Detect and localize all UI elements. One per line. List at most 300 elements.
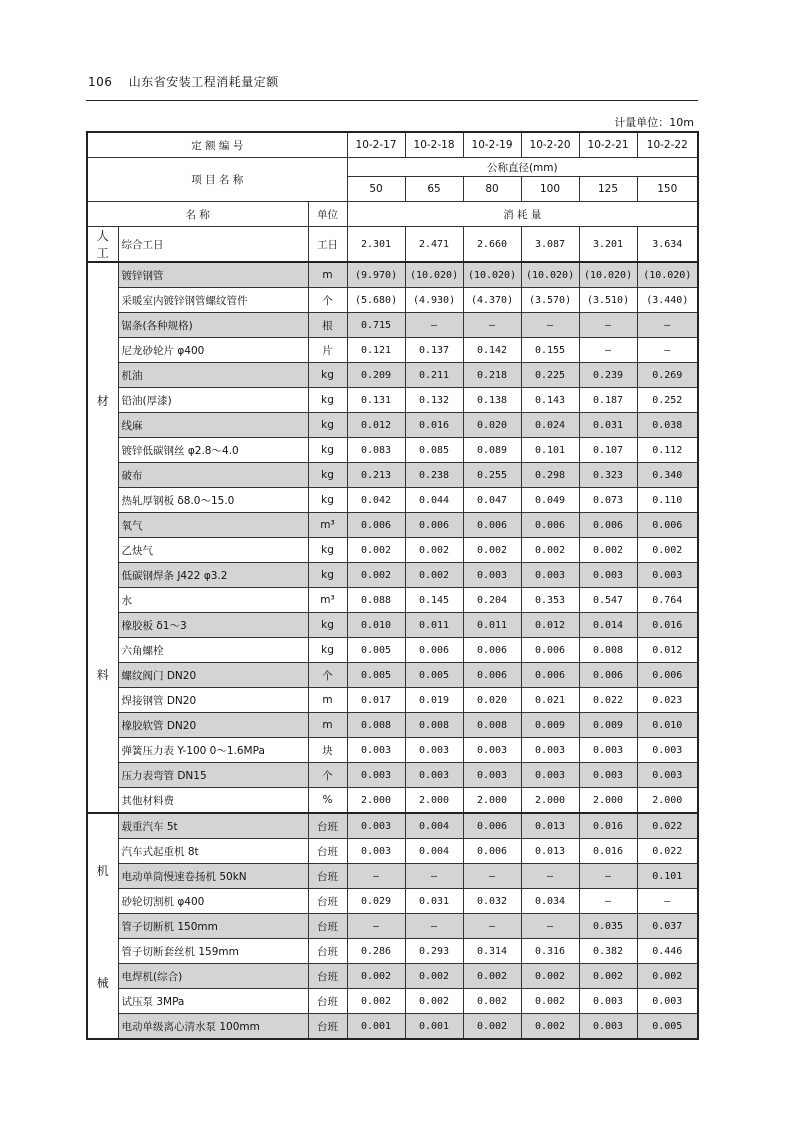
value-cell: — — [463, 864, 521, 889]
value-cell: 0.006 — [463, 513, 521, 538]
value-cell: 0.003 — [637, 763, 698, 788]
value-cell: 2.000 — [521, 788, 579, 814]
item-name-label: 项 目 名 称 — [87, 158, 347, 202]
item-name: 采暖室内镀锌钢管螺纹管件 — [118, 288, 308, 313]
table-row — [87, 613, 698, 638]
value-cell: 2.301 — [347, 227, 405, 263]
value-cell: 2.000 — [405, 788, 463, 814]
item-name: 六角螺栓 — [118, 638, 308, 663]
value-cell: 0.083 — [347, 438, 405, 463]
item-unit: kg — [308, 538, 347, 563]
item-unit: 片 — [308, 338, 347, 363]
header-rule — [86, 100, 698, 101]
item-name: 螺纹阀门 DN20 — [118, 663, 308, 688]
value-cell: (4.930) — [405, 288, 463, 313]
value-cell: 0.145 — [405, 588, 463, 613]
value-cell: 0.002 — [463, 989, 521, 1014]
value-cell: 0.131 — [347, 388, 405, 413]
value-cell: 0.038 — [637, 413, 698, 438]
value-cell: 0.003 — [347, 839, 405, 864]
value-cell: 0.020 — [463, 413, 521, 438]
table-row — [87, 313, 698, 338]
item-name: 综合工日 — [118, 227, 308, 263]
page-header — [88, 73, 279, 90]
value-cell: 0.209 — [347, 363, 405, 388]
value-cell: 0.353 — [521, 588, 579, 613]
item-unit: 台班 — [308, 914, 347, 939]
item-name: 机油 — [118, 363, 308, 388]
table-row — [87, 939, 698, 964]
value-cell: — — [463, 313, 521, 338]
value-cell: 0.022 — [637, 813, 698, 839]
value-cell: 0.101 — [521, 438, 579, 463]
table-row — [87, 413, 698, 438]
value-cell: 2.000 — [579, 788, 637, 814]
value-cell: 0.001 — [405, 1014, 463, 1040]
value-cell: 0.218 — [463, 363, 521, 388]
item-unit: m³ — [308, 513, 347, 538]
nominal-dia-label: 公称直径(mm) — [347, 158, 698, 177]
value-cell: 0.002 — [347, 563, 405, 588]
value-cell: — — [637, 889, 698, 914]
book-title: 山东省安装工程消耗量定额 — [128, 75, 279, 89]
item-unit: 个 — [308, 288, 347, 313]
item-unit: kg — [308, 438, 347, 463]
value-cell: — — [347, 914, 405, 939]
item-unit: kg — [308, 413, 347, 438]
item-name: 水 — [118, 588, 308, 613]
value-cell: 0.298 — [521, 463, 579, 488]
item-unit: m — [308, 713, 347, 738]
value-cell: 0.003 — [463, 563, 521, 588]
code-cell: 10-2-18 — [405, 132, 463, 158]
item-name: 乙炔气 — [118, 538, 308, 563]
item-unit: 台班 — [308, 1014, 347, 1040]
value-cell: 0.004 — [405, 839, 463, 864]
value-cell: 0.044 — [405, 488, 463, 513]
value-cell: — — [521, 864, 579, 889]
table-row — [87, 688, 698, 713]
value-cell: 0.003 — [463, 763, 521, 788]
value-cell: 0.003 — [637, 738, 698, 763]
item-name: 热轧厚钢板 δ8.0～15.0 — [118, 488, 308, 513]
diameter-cell: 65 — [405, 177, 463, 202]
value-cell: 0.238 — [405, 463, 463, 488]
value-cell: 2.471 — [405, 227, 463, 263]
category-cell — [87, 227, 118, 263]
diameter-cell: 125 — [579, 177, 637, 202]
value-cell: 0.225 — [521, 363, 579, 388]
item-unit: kg — [308, 363, 347, 388]
item-unit: 工日 — [308, 227, 347, 263]
value-cell: 0.002 — [405, 538, 463, 563]
value-cell: 0.005 — [347, 663, 405, 688]
value-cell: 0.006 — [637, 663, 698, 688]
value-cell: — — [347, 864, 405, 889]
value-cell: 0.003 — [405, 763, 463, 788]
item-name: 电动单筒慢速卷扬机 50kN — [118, 864, 308, 889]
item-name: 其他材料费 — [118, 788, 308, 814]
value-cell: — — [405, 914, 463, 939]
table-row — [87, 813, 698, 839]
item-name: 线麻 — [118, 413, 308, 438]
value-cell: 0.006 — [521, 513, 579, 538]
value-cell: 0.446 — [637, 939, 698, 964]
value-cell: 0.204 — [463, 588, 521, 613]
value-cell: 0.003 — [347, 738, 405, 763]
value-cell: 0.020 — [463, 688, 521, 713]
value-cell: 0.340 — [637, 463, 698, 488]
code-cell: 10-2-22 — [637, 132, 698, 158]
value-cell: 0.073 — [579, 488, 637, 513]
page-number: 106 — [88, 75, 113, 89]
value-cell: 0.002 — [347, 538, 405, 563]
value-cell: 0.008 — [347, 713, 405, 738]
value-cell: 0.085 — [405, 438, 463, 463]
value-cell: 0.002 — [405, 964, 463, 989]
value-cell: 0.382 — [579, 939, 637, 964]
value-cell: 0.006 — [579, 663, 637, 688]
unit-note: 计量单位：10m — [614, 116, 694, 129]
value-cell: — — [405, 313, 463, 338]
value-cell: 2.000 — [637, 788, 698, 814]
diameter-cell: 150 — [637, 177, 698, 202]
value-cell: 0.006 — [579, 513, 637, 538]
table-row — [87, 388, 698, 413]
item-name: 试压泵 3MPa — [118, 989, 308, 1014]
value-cell: 0.003 — [579, 738, 637, 763]
value-cell: 0.006 — [405, 513, 463, 538]
value-cell: — — [405, 864, 463, 889]
value-cell: 0.211 — [405, 363, 463, 388]
value-cell: 0.021 — [521, 688, 579, 713]
item-name: 铅油(厚漆) — [118, 388, 308, 413]
item-name: 尼龙砂轮片 φ400 — [118, 338, 308, 363]
value-cell: 0.002 — [521, 989, 579, 1014]
value-cell: (3.570) — [521, 288, 579, 313]
table-row — [87, 563, 698, 588]
item-unit: 台班 — [308, 889, 347, 914]
value-cell: 0.002 — [463, 538, 521, 563]
quota-table — [86, 131, 699, 1040]
diameter-cell: 50 — [347, 177, 405, 202]
unit-label: 单位 — [308, 202, 347, 227]
value-cell: 0.003 — [579, 563, 637, 588]
code-cell: 10-2-17 — [347, 132, 405, 158]
value-cell: (10.020) — [579, 262, 637, 288]
table-row — [87, 363, 698, 388]
value-cell: 0.006 — [347, 513, 405, 538]
item-unit: m³ — [308, 588, 347, 613]
category-char: 机 — [96, 863, 109, 878]
value-cell: 0.002 — [637, 538, 698, 563]
value-cell: 0.012 — [521, 613, 579, 638]
value-cell: 0.031 — [579, 413, 637, 438]
item-name: 破布 — [118, 463, 308, 488]
value-cell: 0.010 — [347, 613, 405, 638]
value-cell: 2.000 — [347, 788, 405, 814]
value-cell: 0.089 — [463, 438, 521, 463]
value-cell: 0.286 — [347, 939, 405, 964]
value-cell: 0.003 — [463, 738, 521, 763]
value-cell: — — [521, 313, 579, 338]
value-cell: 2.660 — [463, 227, 521, 263]
value-cell: 0.213 — [347, 463, 405, 488]
table-row — [87, 713, 698, 738]
value-cell: 0.088 — [347, 588, 405, 613]
item-unit: 台班 — [308, 864, 347, 889]
value-cell: 0.008 — [579, 638, 637, 663]
value-cell: 0.006 — [637, 513, 698, 538]
category-char: 械 — [96, 975, 109, 990]
category-char: 料 — [96, 668, 109, 683]
table-row — [87, 738, 698, 763]
value-cell: 0.005 — [347, 638, 405, 663]
value-cell: 0.764 — [637, 588, 698, 613]
item-unit: 根 — [308, 313, 347, 338]
column-header-row — [87, 202, 698, 227]
table-row — [87, 989, 698, 1014]
value-cell: 0.715 — [347, 313, 405, 338]
item-unit: kg — [308, 488, 347, 513]
value-cell: 0.547 — [579, 588, 637, 613]
item-name: 橡胶软管 DN20 — [118, 713, 308, 738]
value-cell: 0.017 — [347, 688, 405, 713]
value-cell: 0.032 — [463, 889, 521, 914]
item-name: 砂轮切割机 φ400 — [118, 889, 308, 914]
value-cell: 3.634 — [637, 227, 698, 263]
table-row — [87, 663, 698, 688]
value-cell: 0.003 — [579, 1014, 637, 1040]
table-row — [87, 588, 698, 613]
value-cell: — — [637, 313, 698, 338]
value-cell: 0.009 — [521, 713, 579, 738]
item-name: 管子切断机 150mm — [118, 914, 308, 939]
value-cell: 0.006 — [521, 638, 579, 663]
item-unit: kg — [308, 638, 347, 663]
table-row — [87, 864, 698, 889]
value-cell: 0.316 — [521, 939, 579, 964]
value-cell: (3.510) — [579, 288, 637, 313]
value-cell: 0.011 — [463, 613, 521, 638]
value-cell: 0.031 — [405, 889, 463, 914]
value-cell: 0.008 — [463, 713, 521, 738]
value-cell: 0.016 — [637, 613, 698, 638]
table-row — [87, 763, 698, 788]
value-cell: 0.138 — [463, 388, 521, 413]
value-cell: — — [579, 338, 637, 363]
value-cell: 0.012 — [637, 638, 698, 663]
value-cell: 0.003 — [347, 763, 405, 788]
table-row — [87, 914, 698, 939]
table-row — [87, 262, 698, 288]
value-cell: 0.034 — [521, 889, 579, 914]
value-cell: 0.003 — [579, 763, 637, 788]
value-cell: 2.000 — [463, 788, 521, 814]
item-unit: m — [308, 688, 347, 713]
value-cell: 0.002 — [405, 563, 463, 588]
table-row — [87, 964, 698, 989]
category-label — [88, 814, 118, 1038]
value-cell: (10.020) — [405, 262, 463, 288]
table-row — [87, 227, 698, 263]
value-cell: 0.101 — [637, 864, 698, 889]
code-cell: 10-2-21 — [579, 132, 637, 158]
item-name: 弹簧压力表 Y-100 0～1.6MPa — [118, 738, 308, 763]
value-cell: (10.020) — [463, 262, 521, 288]
item-unit: 台班 — [308, 939, 347, 964]
value-cell: 0.002 — [463, 1014, 521, 1040]
item-unit: 个 — [308, 763, 347, 788]
value-cell: 0.029 — [347, 889, 405, 914]
value-cell: (3.440) — [637, 288, 698, 313]
value-cell: 0.293 — [405, 939, 463, 964]
item-unit: 块 — [308, 738, 347, 763]
item-unit: 台班 — [308, 989, 347, 1014]
value-cell: 0.003 — [521, 738, 579, 763]
value-cell: 0.002 — [347, 989, 405, 1014]
value-cell: 0.016 — [579, 813, 637, 839]
value-cell: 0.155 — [521, 338, 579, 363]
value-cell: 0.005 — [405, 663, 463, 688]
value-cell: — — [637, 338, 698, 363]
value-cell: 0.009 — [579, 713, 637, 738]
code-cell: 10-2-20 — [521, 132, 579, 158]
value-cell: 0.002 — [405, 989, 463, 1014]
value-cell: 0.002 — [637, 964, 698, 989]
value-cell: 0.142 — [463, 338, 521, 363]
value-cell: (10.020) — [637, 262, 698, 288]
value-cell: 0.004 — [405, 813, 463, 839]
value-cell: 3.201 — [579, 227, 637, 263]
table-row — [87, 463, 698, 488]
value-cell: 0.006 — [463, 813, 521, 839]
value-cell: — — [579, 864, 637, 889]
value-cell: 0.252 — [637, 388, 698, 413]
item-unit: m — [308, 262, 347, 288]
table-row — [87, 438, 698, 463]
table-row — [87, 513, 698, 538]
diameter-cell: 80 — [463, 177, 521, 202]
consumption-label: 消 耗 量 — [347, 202, 698, 227]
item-name: 低碳钢焊条 J422 φ3.2 — [118, 563, 308, 588]
value-cell: 0.019 — [405, 688, 463, 713]
value-cell: — — [579, 889, 637, 914]
value-cell: 0.002 — [463, 964, 521, 989]
table-row — [87, 889, 698, 914]
value-cell: 0.239 — [579, 363, 637, 388]
value-cell: 0.002 — [521, 964, 579, 989]
item-name: 电焊机(综合) — [118, 964, 308, 989]
value-cell: (4.370) — [463, 288, 521, 313]
value-cell: 0.006 — [463, 663, 521, 688]
value-cell: 0.011 — [405, 613, 463, 638]
value-cell: 0.002 — [347, 964, 405, 989]
table-row — [87, 538, 698, 563]
value-cell: 3.087 — [521, 227, 579, 263]
value-cell: 0.132 — [405, 388, 463, 413]
value-cell: 0.022 — [579, 688, 637, 713]
value-cell: 0.003 — [405, 738, 463, 763]
value-cell: 0.047 — [463, 488, 521, 513]
value-cell: 0.014 — [579, 613, 637, 638]
table-row — [87, 288, 698, 313]
value-cell: 0.002 — [579, 964, 637, 989]
quota-code-label: 定 额 编 号 — [87, 132, 347, 158]
value-cell: 0.110 — [637, 488, 698, 513]
value-cell: 0.137 — [405, 338, 463, 363]
value-cell: 0.003 — [637, 989, 698, 1014]
table-row — [87, 638, 698, 663]
value-cell: 0.016 — [579, 839, 637, 864]
diameter-cell: 100 — [521, 177, 579, 202]
category-char: 人 — [96, 229, 109, 243]
category-cell — [87, 813, 118, 1039]
category-label — [88, 263, 118, 812]
value-cell: 0.006 — [521, 663, 579, 688]
value-cell: 0.012 — [347, 413, 405, 438]
item-unit: kg — [308, 613, 347, 638]
code-row — [87, 132, 698, 158]
value-cell: 0.112 — [637, 438, 698, 463]
value-cell: 0.323 — [579, 463, 637, 488]
category-cell — [87, 262, 118, 813]
value-cell: 0.269 — [637, 363, 698, 388]
value-cell: 0.006 — [463, 839, 521, 864]
nominal-dia-row — [87, 158, 698, 177]
value-cell: 0.003 — [521, 563, 579, 588]
item-unit: 台班 — [308, 839, 347, 864]
value-cell: 0.049 — [521, 488, 579, 513]
item-name: 压力表弯管 DN15 — [118, 763, 308, 788]
value-cell: 0.005 — [637, 1014, 698, 1040]
value-cell: 0.003 — [637, 563, 698, 588]
value-cell: 0.002 — [521, 538, 579, 563]
value-cell: 0.002 — [579, 538, 637, 563]
table-row — [87, 788, 698, 814]
value-cell: 0.187 — [579, 388, 637, 413]
value-cell: 0.003 — [521, 763, 579, 788]
value-cell: 0.016 — [405, 413, 463, 438]
code-cell: 10-2-19 — [463, 132, 521, 158]
value-cell: — — [521, 914, 579, 939]
value-cell: (9.970) — [347, 262, 405, 288]
value-cell: 0.023 — [637, 688, 698, 713]
value-cell: 0.107 — [579, 438, 637, 463]
item-unit: kg — [308, 388, 347, 413]
item-name: 橡胶板 δ1～3 — [118, 613, 308, 638]
item-unit: kg — [308, 463, 347, 488]
value-cell: — — [463, 914, 521, 939]
value-cell: — — [579, 313, 637, 338]
item-name: 镀锌低碳钢丝 φ2.8～4.0 — [118, 438, 308, 463]
item-name: 电动单级离心清水泵 100mm — [118, 1014, 308, 1040]
value-cell: 0.035 — [579, 914, 637, 939]
table-row — [87, 839, 698, 864]
table-row — [87, 488, 698, 513]
value-cell: 0.006 — [463, 638, 521, 663]
item-unit: kg — [308, 563, 347, 588]
category-char: 工 — [96, 246, 109, 260]
value-cell: (10.020) — [521, 262, 579, 288]
item-name: 焊接钢管 DN20 — [118, 688, 308, 713]
name-label: 名 称 — [87, 202, 308, 227]
value-cell: 0.001 — [347, 1014, 405, 1040]
item-name: 氧气 — [118, 513, 308, 538]
value-cell: 0.013 — [521, 839, 579, 864]
value-cell: 0.013 — [521, 813, 579, 839]
value-cell: 0.002 — [521, 1014, 579, 1040]
